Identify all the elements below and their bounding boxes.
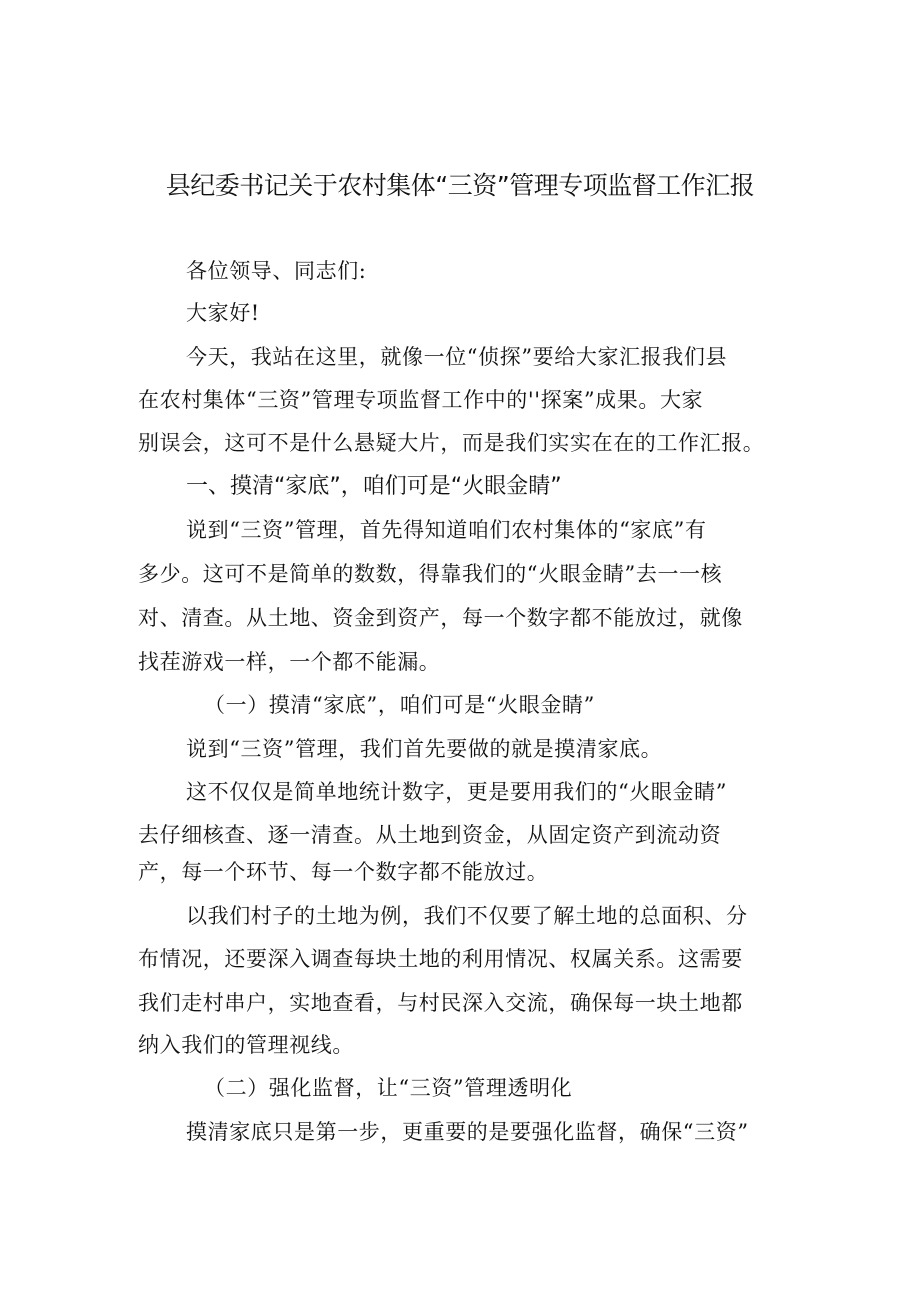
paragraph-line: 找茬游戏一样，一个都不能漏。 (138, 650, 441, 674)
paragraph-line: 多少。这可不是简单的数数，得靠我们的“火眼金睛”去一一核 (138, 562, 723, 586)
paragraph-line: 产，每一个环节、每一个数字都不能放过。 (138, 860, 549, 884)
section-heading-1: 一、摸清“家底”，咱们可是“火眼金睛” (186, 474, 562, 499)
paragraph-line: 去仔细核查、逐一清查。从土地到资金，从固定资产到流动资 (138, 823, 722, 847)
paragraph-line: 以我们村子的土地为例，我们不仅要了解土地的总面积、分 (186, 904, 748, 928)
subsection-1-paragraph-1: 说到“三资”管理，我们首先要做的就是摸清家底。 (186, 737, 663, 761)
paragraph-line: 纳入我们的管理视线。 (138, 1033, 354, 1057)
paragraph-line: 别误会，这可不是什么悬疑大片，而是我们实实在在的工作汇报。 (138, 431, 765, 455)
salutation: 各位领导、同志们: (186, 259, 367, 283)
paragraph-line: 布情况，还要深入调查每块土地的利用情况、权属关系。这需要 (138, 947, 743, 971)
paragraph-line: 今天，我站在这里，就像一位“侦探”要给大家汇报我们县 (186, 345, 728, 369)
paragraph-line: 这不仅仅是简单地统计数字，更是要用我们的“火眼金睛” (186, 780, 728, 804)
paragraph-line: 对、清查。从土地、资金到资产，每一个数字都不能放过，就像 (138, 606, 743, 630)
document-title: 县纪委书记关于农村集体“三资”管理专项监督工作汇报 (165, 171, 755, 200)
greeting: 大家好! (186, 301, 260, 325)
subsection-heading-2: （二）强化监督，让“三资”管理透明化 (204, 1076, 573, 1100)
paragraph-line: 我们走村串户，实地查看，与村民深入交流，确保每一块土地都 (138, 991, 743, 1015)
subsection-2-paragraph-1: 摸清家底只是第一步，更重要的是要强化监督，确保“三资” (186, 1120, 749, 1144)
subsection-heading-1: （一）摸清“家底”，咱们可是“火眼金睛” (204, 693, 595, 717)
paragraph-line: 说到“三资”管理，首先得知道咱们农村集体的“家底”有 (186, 518, 707, 542)
paragraph-line: 在农村集体“三资”管理专项监督工作中的''探案”成果。大家 (138, 388, 704, 412)
